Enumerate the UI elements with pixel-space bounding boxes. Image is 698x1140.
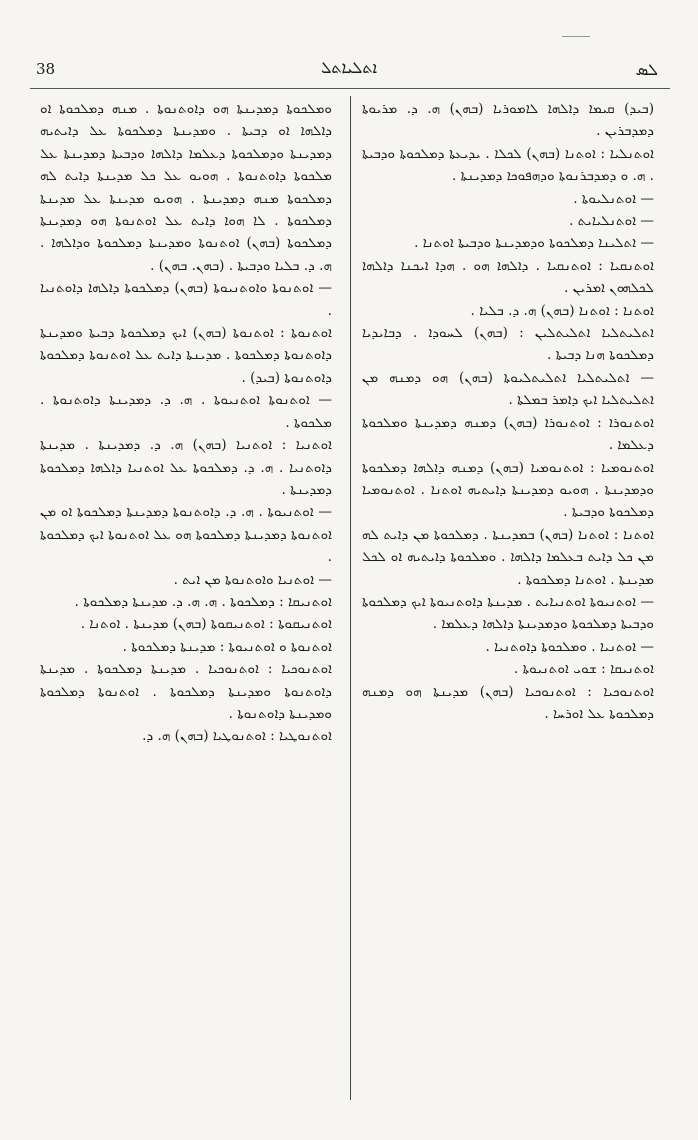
dictionary-entry: — ܐܘܬܢܘܬܐ ܐܘܬܢܝܘܬܐ . ܗ. ܕ. ܕܡܕܝܢܬܐ ܕܐܘܬܢܘܬܐ . ܡܠܟܘܬܐ .: [40, 392, 332, 431]
dictionary-entry: — ܐܘܬܢܝܐ . ܘܡܠܟܘܬܐ ܕܐܘܬܢܝܐ .: [485, 638, 654, 655]
dictionary-entry: — ܐܬܠܝܢܐ ܕܡܠܟܘܬܐ ܘܕܡܕܝܢܬܐ ܘܕܒܝܬܐ ܐܘܬܢܐ .: [414, 235, 654, 252]
dictionary-entry: — ܐܘܬܢܠܝܘܬܐ .: [573, 190, 654, 207]
dictionary-entry: ܐܘܬܢܐ : ܐܘܬܢܐ (ܒܗܢ) ܗ. ܕ. ܒܠܝܐ .: [470, 302, 654, 319]
right-column: [362, 98, 654, 725]
dictionary-entry: ܐܘܬܢܘܟܝܐ : ܐܘܬܢܘܟܝܐ (ܒܗܢ) ܡܕܝܢܬܐ ܗܘ ܕܡܢܗ ܕܡܠܟܘܬܐ ܥܠ ܐܘܪܚܐ .: [362, 683, 654, 722]
dictionary-entry: ܐܬܠܝܬܠܝܐ ܐܬܠܝܬܠܝܢ : (ܒܗܢ) ܠܚܘܕܐ . ܕܒܐܝܕܝܐ ܕܡܠܟܘܬܐ ܗܢܐ ܕܒܝܬܐ .: [362, 325, 654, 364]
page-number: 38: [36, 60, 56, 78]
top-mark: [562, 36, 590, 37]
dictionary-entry: ܘܡܠܟܘܬܐ ܕܡܕܝܢܬܐ ܗܘ ܕܐܘܬܢܘܬܐ . ܡܢܗ ܕܡܠܟܘܬܐ ܐܘ ܕܐܠܗܐ ܐܘ ܕܒܝܬܐ . ܘܡܕܝܢܬܐ ܕܡܠܟܘܬܐ ܥܠ ܕܐܝܬܝܗ ܕܡܕܝܢܬܐ ܘܕܡܠܟܘܬܐ ܕܥܠܡܐ ܕܐܠܗܐ ܘܕܒܝܬܐ ܕܡܕܝܢܬܐ ܥܠ ܡܠܟܘܬܐ ܕܐܘܬܢܘܬܐ . ܗܘܝܘ ܥܠ ܟܠ ܡܕܝܢܬܐ ܕܐܝܬ ܠܗ ܕܡܠܟܘܬܐ ܡܢܗ ܕܡܕܝܢܬܐ . ܗܘܝܘ ܡܕܝܢܬܐ ܥܠ ܡܕܝܢܬܐ ܕܡܠܟܘܬܐ . ܠܐ ܗܘܐ ܕܐܝܬ ܥܠ ܐܘܬܢܘܬܐ ܗܘ ܕܡܕܝܢܬܐ ܕܡܠܟܘܬܐ (ܒܗܢ) ܐܘܬܢܘܬܐ ܘܡܕܝܢܬܐ ܕܡܠܟܘܬܐ ܘܕܐܠܗܐ . ܗ. ܕ. ܒܠܝܐ ܘܕܒܝܬܐ . (ܒܗܢ. ܒܗܢ) .: [40, 101, 332, 274]
dictionary-entry: ܐܘܬܢܝܩܘܬܐ : ܐܘܬܢܝܩܘܬܐ (ܒܗܢ) ܡܕܝܢܬܐ . ܐܘܬܢܐ .: [80, 616, 332, 633]
dictionary-entry: — ܐܘܬܢܝܘܬܐ ܐܘܬܢܝܐܝܬ . ܡܕܝܢܬܐ ܕܐܘܬܢܝܘܬܐ ܐܝܟ ܕܡܠܟܘܬܐ ܘܕܒܝܬܐ ܕܡܠܟܘܬܐ ܘܕܡܕܝܢܬܐ ܕܐܠܗܐ ܕܥܠܡܐ .: [362, 593, 654, 633]
dictionary-entry: — ܐܘܬܢܝܘܬܐ . ܗ. ܕ. ܕܐܘܬܢܘܬܐ ܕܡܕܝܢܬܐ ܕܡܠܟܘܬܐ ܐܘ ܡܢ ܐܘܬܢܘܬܐ ܕܡܕܝܢܬܐ ܕܡܠܟܘܬܐ ܗܘ ܥܠ ܐܘܬܢܘܬܐ ܐܝܟ ܕܡܠܟܘܬܐ .: [40, 504, 332, 566]
dictionary-entry: ܐܘܬܢܘܬܐ : ܐܘܬܢܘܬܐ (ܒܗܢ) ܐܝܟ ܕܡܠܟܘܬܐ ܕܒܝܬܐ ܘܡܕܝܢܬܐ ܕܐܘܬܢܘܬܐ ܕܡܠܟܘܬܐ . ܡܕܝܢܬܐ ܕܐܝܬ ܥܠ ܐܘܬܢܘܬܐ ܕܡܠܟܘܬܐ ܕܐܘܬܢܘܬܐ (ܒܝܕ) .: [40, 325, 332, 386]
dictionary-entry: ܐܘܬܢܘܡܝܐ : ܐܘܬܢܘܡܝܐ (ܒܗܢ) ܕܡܢܗ ܕܐܠܗܐ ܕܡܠܟܘܬܐ ܘܕܡܕܝܢܬܐ . ܗܘܝܘ ܕܡܕܝܢܬܐ ܕܐܝܬܝܗ ܐܘܬܢܐ . ܐܘܬܢܘܡܝܐ ܕܡܠܟܘܬܐ ܘܕܒܝܬܐ .: [362, 459, 654, 521]
left-column: [40, 98, 332, 748]
dictionary-entry: — ܐܘܬܢܘܬܐ ܘܐܘܬܢܝܘܬܐ (ܒܗܢ) ܕܡܠܟܘܬܐ ܕܐܠܗܐ ܕܐܘܬܢܝܐ .: [40, 280, 332, 319]
dictionary-entry: ܐܘܬܢܘܬܐ ܘ ܐܘܬܢܝܘܬܐ : ܡܕܝܢܬܐ ܕܡܠܟܘܬܐ .: [122, 638, 332, 655]
section-letter: ܠܣ: [635, 60, 658, 79]
dictionary-entry: (ܒܝܕ) ܩܝܡܐ ܕܐܠܗܐ ܠܐܡܘܪܝܐ (ܒܗܢ) ܗ. ܕ. ܡܪܝܘܬܐ ܕܡܕܒܪܝܢ .: [362, 101, 654, 140]
dictionary-entry: ܐܘܬܢܝܩܐ : ܫܘܝ ܐܘܬܢܝܘܬܐ .: [514, 661, 654, 678]
dictionary-entry: ܐܘܬܢܘܛܝܐ : ܐܘܬܢܘܛܝܐ (ܒܗܢ) ܗ. ܕ.: [142, 728, 332, 745]
dictionary-entry: — ܐܘܬܢܝܐ ܘܐܘܬܢܘܬܐ ܡܢ ܐܝܬ .: [173, 571, 332, 588]
dictionary-entry: ܐܘܬܢܘܟܝܐ : ܐܘܬܢܘܟܝܐ . ܡܕܝܢܬܐ ܕܡܠܟܘܬܐ . ܡܕܝܢܬܐ ܕܐܘܬܢܘܬܐ ܘܡܕܝܢܬܐ ܕܡܠܟܘܬܐ . ܐܘܬܢܘܬܐ ܕܡܠܟܘܬܐ ܘܡܕܝܢܬܐ ܕܐܘܬܢܘܬܐ .: [40, 661, 332, 722]
header-rule: [30, 88, 670, 89]
dictionary-entry: ܐܘܬܢܠܝܐ : ܐܘܬܢܐ (ܒܗܢ) ܠܟܠܐ . ܝܕܝܥܬܐ ܕܡܠܟܘܬܐ ܘܕܒܝܬܐ . ܗ. ܘ ܕܡܕܒܪܢܘܬܐ ܘܕܗܦܘܟܐ ܕܡܕܝܢܬܐ .: [362, 145, 654, 185]
dictionary-entry: ܐܘܬܢܘܪܐ : ܐܘܬܢܘܪܐ (ܒܗܢ) ܕܡܢܗ ܕܡܕܝܢܬܐ ܘܡܠܟܘܬܐ ܕܥܠܡܐ .: [362, 414, 654, 454]
column-divider: [350, 96, 351, 1100]
dictionary-entry: ܐܘܬܢܩܝܐ : ܐܘܬܢܩܝܐ . ܕܐܠܗܐ ܗܘ . ܗܕܐ ܐܝܟܢܐ ܕܐܠܗܐ ܠܟܠܗܘܢ ܐܡܪܝܢ .: [362, 257, 654, 297]
dictionary-entry: ܐܘܬܢܐ : ܐܘܬܢܐ (ܒܗܢ) ܒܡܕܝܢܬܐ . ܕܡܠܟܘܬܐ ܡܢ ܕܐܝܬ ܠܗ ܡܢ ܟܠ ܕܐܝܬ ܒܥܠܡܐ ܕܐܠܗܐ . ܘܡܠܟܘܬܐ ܕܐܝܬܝܗ ܐܘ ܠܟܠ ܡܕܝܢܬܐ . ܐܘܬܢܐ ܕܡܠܟܘܬܐ .: [362, 526, 654, 588]
dictionary-entry: ܐܘܬܢܝܩܐ : ܕܡܠܟܘܬܐ . ܗ. ܗ. ܕ. ܡܕܝܢܬܐ ܕܡܠܟܘܬܐ .: [74, 593, 332, 610]
dictionary-entry: — ܐܘܬܢܠܝܐܝܬ .: [569, 213, 654, 230]
running-head: ܐܬܠܝܐܬܠ: [320, 58, 378, 77]
dictionary-entry: — ܐܬܠܝܬܠܝܐ ܐܬܠܝܬܠܝܘܬܐ (ܒܗܢ) ܗܘ ܕܡܢܗ ܡܢ ܐܬܠܝܬܠܝܐ ܐܝܟ ܕܐܡܪ ܒܡܠܬܐ .: [362, 369, 654, 409]
dictionary-entry: ܐܘܬܢܝܐ : ܐܘܬܢܝܐ (ܒܗܢ) ܗ. ܕ. ܕܡܕܝܢܬܐ . ܡܕܝܢܬܐ ܕܐܘܬܢܝܐ . ܗ. ܕ. ܕܡܠܟܘܬܐ ܥܠ ܐܘܬܢܝܐ ܕܐܠܗܐ ܕܡܠܟܘܬܐ ܕܡܕܝܢܬܐ .: [40, 437, 332, 498]
